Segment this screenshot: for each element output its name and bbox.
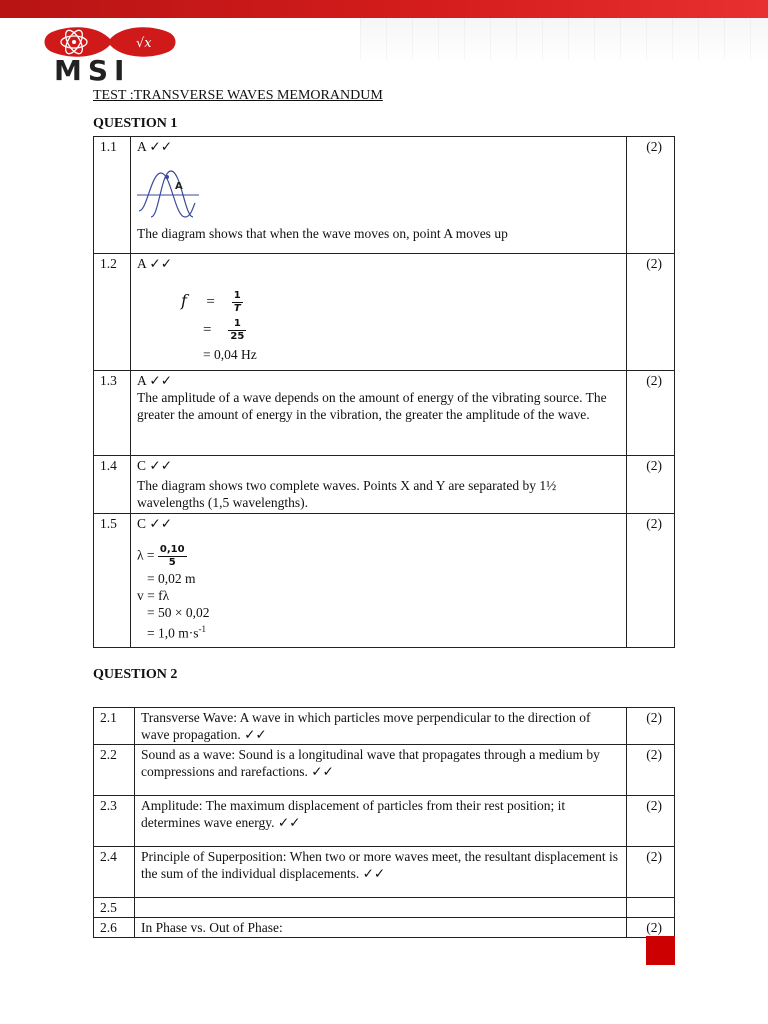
row-number: 2.4 <box>94 847 135 898</box>
answer: A ✓✓ <box>137 139 173 154</box>
speed-result: = 1,0 $m\cdot s^{-1}$ <box>147 624 206 641</box>
mark: (2) <box>627 745 675 796</box>
frequency-result: = 0,04 Hz <box>203 347 257 362</box>
logo-formula: √x <box>136 36 152 51</box>
question-2-table <box>93 707 675 938</box>
answer: C ✓✓ <box>137 458 173 473</box>
answer-cell <box>131 254 627 371</box>
mark <box>627 898 675 918</box>
mark: (2) <box>627 456 675 514</box>
lambda-eq: λ = <box>137 547 155 563</box>
table-row <box>94 918 675 938</box>
question-1-table <box>93 136 675 648</box>
mark: (2) <box>627 514 675 648</box>
f-symbol: f <box>181 290 187 310</box>
row-number: 2.1 <box>94 708 135 745</box>
table-row <box>94 745 675 796</box>
table-row <box>94 254 675 371</box>
fraction: $\frac{1}{25}$ <box>230 318 245 342</box>
answer-cell <box>131 514 627 648</box>
header-decoration <box>360 18 768 60</box>
row-number: 1.1 <box>94 137 131 254</box>
wave-equation: v = fλ <box>137 588 170 603</box>
answer-cell <box>131 137 627 254</box>
equals: = <box>203 321 212 338</box>
mark: (2) <box>627 254 675 371</box>
row-number: 1.3 <box>94 371 131 456</box>
answer-cell: Amplitude: The maximum displacement of particles from their rest position; it determines wave energy. ✓✓ <box>135 796 627 847</box>
answer-cell: In Phase vs. Out of Phase: <box>135 918 627 938</box>
question-1-heading: QUESTION 1 <box>93 116 178 131</box>
table-row <box>94 456 675 514</box>
document-title: TEST :TRANSVERSE WAVES MEMORANDUM <box>93 88 383 103</box>
row-number: 2.5 <box>94 898 135 918</box>
page-marker <box>646 936 675 965</box>
mark: (2) <box>627 708 675 745</box>
frequency-calculation <box>181 290 620 363</box>
table-row <box>94 898 675 918</box>
row-number: 2.2 <box>94 745 135 796</box>
answer: C ✓✓ <box>137 516 173 531</box>
wave-diagram <box>137 167 207 223</box>
answer-cell: Sound as a wave: Sound is a longitudinal wave that propagates through a medium by compressions and rarefactions. ✓✓ <box>135 745 627 796</box>
mark: (2) <box>627 847 675 898</box>
equals: = <box>206 293 215 310</box>
logo-text: MSI <box>54 54 131 82</box>
mark: (2) <box>627 371 675 456</box>
row-number: 1.4 <box>94 456 131 514</box>
substitution: = 50 × 0,02 <box>147 605 210 620</box>
table-row <box>94 796 675 847</box>
header-red-bar <box>0 0 768 18</box>
answer-cell: Transverse Wave: A wave in which particles move perpendicular to the direction of wave propagation. ✓✓ <box>135 708 627 745</box>
msi-logo <box>40 22 180 82</box>
table-row <box>94 847 675 898</box>
explanation: The diagram shows two complete waves. Points X and Y are separated by 1½ wavelengths (1,5 wavelengths). <box>137 478 557 510</box>
answer: A ✓✓ <box>137 373 173 388</box>
table-row <box>94 137 675 254</box>
question-2-heading: QUESTION 2 <box>93 667 178 682</box>
answer-cell <box>131 371 627 456</box>
answer-cell <box>131 456 627 514</box>
wavelength-result: = 0,02 m <box>147 571 196 586</box>
mark: (2) <box>627 137 675 254</box>
wavelength-calculation <box>137 544 620 642</box>
table-row <box>94 371 675 456</box>
fraction: $\frac{1}{T}$ <box>233 290 241 314</box>
fraction: $\frac{0,10}{5}$ <box>159 544 185 568</box>
row-number: 2.3 <box>94 796 135 847</box>
explanation: The amplitude of a wave depends on the amount of energy of the vibrating source. The greater the amount of energy in the vibration, the greater the amplitude of the wave. <box>137 390 607 422</box>
row-number: 1.5 <box>94 514 131 648</box>
explanation: The diagram shows that when the wave moves on, point A moves up <box>137 226 508 241</box>
mark: (2) <box>627 796 675 847</box>
diagram-point-label: A <box>175 181 183 192</box>
table-row <box>94 708 675 745</box>
answer: A ✓✓ <box>137 256 173 271</box>
row-number: 2.6 <box>94 918 135 938</box>
table-row <box>94 514 675 648</box>
row-number: 1.2 <box>94 254 131 371</box>
answer-cell <box>135 898 627 918</box>
answer-cell: Principle of Superposition: When two or more waves meet, the resultant displacement is the sum of the individual displacements. ✓✓ <box>135 847 627 898</box>
mark: (2) <box>627 918 675 938</box>
